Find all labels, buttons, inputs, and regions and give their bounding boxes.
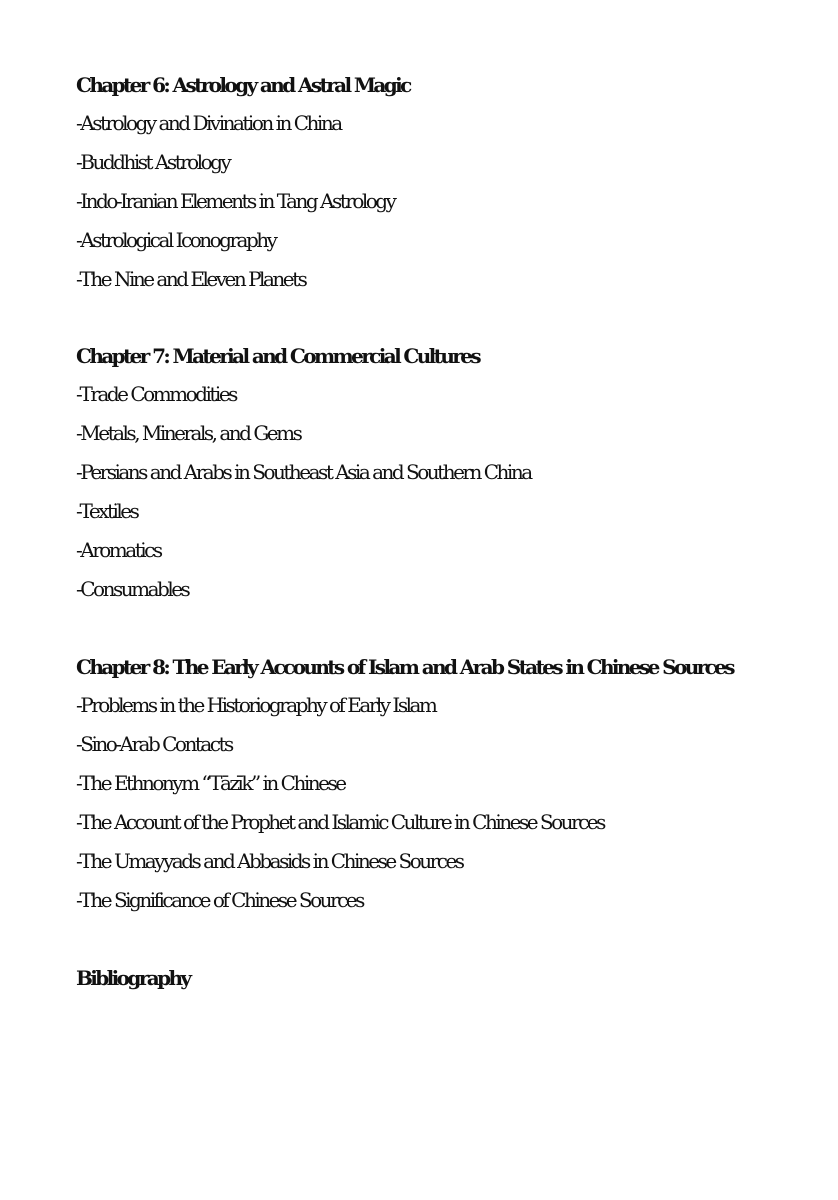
chapter-6-item: -Indo-Iranian Elements in Tang Astrology [76, 189, 395, 213]
chapter-7-item: -Metals, Minerals, and Gems [76, 421, 301, 445]
chapter-7-item: -Aromatics [76, 538, 161, 562]
chapter-7-item: -Consumables [76, 577, 189, 601]
chapter-7-item: -Persians and Arabs in Southeast Asia and Southern China [76, 460, 531, 484]
chapter-8-item: -Problems in the Historiography of Early Islam [76, 693, 436, 717]
chapter-7-item: -Trade Commodities [76, 382, 236, 406]
chapter-8-item: -The Ethnonym “Tāzīk” in Chinese [76, 771, 345, 795]
chapter-8-item: -The Umayyads and Abbasids in Chinese Sources [76, 849, 463, 873]
chapter-6-item: -Buddhist Astrology [76, 150, 230, 174]
chapter-7-item: -Textiles [76, 499, 138, 523]
bibliography-heading: Bibliography [76, 966, 190, 990]
chapter-8-heading: Chapter 8: The Early Accounts of Islam and Arab States in Chinese Sources [76, 655, 733, 679]
chapter-6-item: -The Nine and Eleven Planets [76, 267, 306, 291]
chapter-8-section [76, 648, 836, 920]
chapter-6-item: -Astrology and Divination in China [76, 111, 341, 135]
chapter-7-heading: Chapter 7: Material and Commercial Cultures [76, 344, 479, 368]
chapter-6-section [76, 66, 836, 299]
chapter-8-item: -Sino-Arab Contacts [76, 732, 232, 756]
chapter-7-section [76, 337, 836, 609]
chapter-8-item: -The Account of the Prophet and Islamic Culture in Chinese Sources [76, 810, 604, 834]
chapter-8-item: -The Significance of Chinese Sources [76, 888, 363, 912]
chapter-6-heading: Chapter 6: Astrology and Astral Magic [76, 73, 410, 97]
bibliography-section [76, 959, 836, 997]
chapter-6-item: -Astrological Iconography [76, 228, 276, 252]
